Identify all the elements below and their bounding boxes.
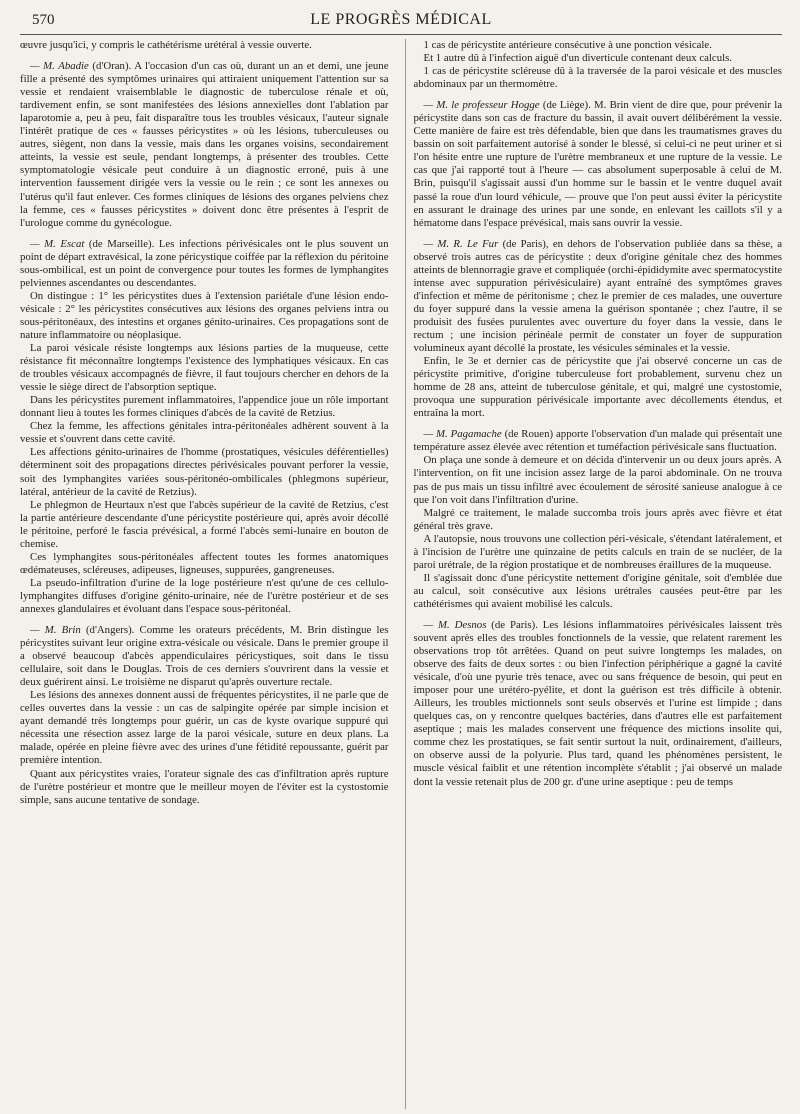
paragraph	[20, 499, 389, 551]
paragraph	[414, 619, 783, 789]
paragraph-text: La paroi vésicale résiste longtemps aux lésions parties de la muqueuse, cette résistance fit méconnaître longtemps l'existence des lymphatiques vésicaux. En cas de troubles vésicaux accompagnés de fièvre, il faut toujours chercher en dehors de la vessie le siège direct de l'absorption septique.	[20, 342, 389, 394]
page-number: 570	[32, 12, 55, 28]
paragraph	[414, 99, 783, 229]
paragraph-text: Ces lymphangites sous-péritonéales affectent toutes les formes anatomiques œdémateuses, scléreuses, adipeuses, ligneuses, suppurées, gangreneuses.	[20, 550, 389, 576]
speaker-name: — M. Abadie	[30, 60, 89, 73]
speaker-name: — M. Pagamache	[423, 428, 502, 441]
speaker-name: — M. le professeur Hogge	[423, 99, 540, 112]
paragraph	[414, 65, 783, 91]
page-header	[20, 6, 782, 35]
paragraph	[20, 577, 389, 616]
paragraph-text: A l'autopsie, nous trouvons une collection péri-vésicale, s'étendant latéralement, et à l'incision de l'urètre une quinzaine de petits calculs en train de se nucléer, de la paroi urétrale, de la région prostatique et de nombreuses éraillures de la muqueuse.	[413, 532, 782, 571]
paragraph	[414, 507, 783, 533]
paragraph	[20, 342, 389, 394]
paragraph-text: (d'Oran). A l'occasion d'un cas où, durant un an et demi, une jeune fille a présenté des symptômes urinaires qui attiraient uniquement l'attention sur sa vessie et rendaient vraisemblable le diagnostic de tuberculose rénale et où, tardivement enfin, se sont manifestées des lésions annexielles dont l'ablation par laparotomie a, peu à peu, fait disparaître tous les troubles vésicaux, l'auteur signale l'intérêt pratique de ces « fausses péricystites » où les lésions, tuberculeuses ou autres, siègent, non dans la vessie, mais dans les organes voisins, secondairement atteints, la vessie est seule, pendant longtemps, à présenter des troubles. Cette symptomatologie vésicale peut conduire à un diagnostic erroné, puis à une intervention faussement dirigée vers la vessie ou le rein ; ce sont les annexes ou l'utérus qu'il faut enlever. Ces formes cliniques de lésions des organes pelviens chez la femme, ces « fausses péricystites » doivent donc être présentes à l'esprit de l'urologue comme du gynécologue.	[20, 60, 389, 229]
paragraph-text: Enfin, le 3e et dernier cas de péricystite que j'ai observé concerne un cas de péricystite primitive, d'origine tuberculeuse fort probablement, survenu chez un homme de 28 ans, atteint de tuberculose génitale, et qui, malgré une cystostomie, provoqua une suppuration périvésicale importante avec décollements étendus, et entraîna la mort.	[413, 355, 782, 420]
paragraph-text: Le phlegmon de Heurtaux n'est que l'abcès supérieur de la cavité de Retzius, c'est la partie antérieure descendante d'une péricystite postérieure qui, après avoir décollé le péritoine, perforé le fascia prévésical, a formé l'abcès semi-lunaire en bouton de chemise.	[20, 498, 389, 550]
paragraph	[20, 689, 389, 767]
text-columns	[20, 39, 782, 1109]
paragraph-text: (de Paris). Les lésions inflammatoires périvésicales laissent très souvent après elles des troubles fonctionnels de la vessie, que relatent rarement les observations trop tôt arrêtées. Quand on peut suivre longtemps les malades, on observe des faits de deux sortes : ou bien l'infection périphérique a gagné la cavité vésicale, d'où une pyurie très tenace, avec ou sans fréquence de besoin, qui peut en imposer pour une urétéro-pyélite, et dont la guérison est très difficile à obtenir. Ailleurs, les troubles mictionnels sont seuls observés et l'urine est limpide ; dans quelques cas, on y rencontre quelques bactéries, dans d'autres elle est parfaitement aseptique ; mais les malades conservent une fréquence des mictions insolite qui, comme chez les prostatiques, se fait sentir surtout la nuit, ordinairement, d'ailleurs, on observe aussi de la polyurie. Plus tard, quand les phénomènes persistent, le muscle vésical faiblit et une rétention incomplète s'établit ; j'ai observé un malade dont la vessie retenait plus de 200 gr. d'une urine aseptique : peu de temps	[413, 618, 782, 788]
paragraph	[414, 355, 783, 420]
paragraph	[20, 238, 389, 290]
speaker-name: — M. Escat	[30, 237, 85, 250]
paragraph	[20, 290, 389, 342]
paragraph	[20, 768, 389, 807]
paragraph-text: Quant aux péricystites vraies, l'orateur signale des cas d'infiltration après rupture de l'urètre postérieur et montre que le meilleur moyen de l'éviter est la cystostomie simple, sans aucune tentative de sondage.	[20, 767, 389, 806]
paragraph-text: (de Rouen) apporte l'observation d'un malade qui présentait une température assez élevée avec rétention et tuméfaction périvésicale sans fluctuation.	[413, 428, 782, 454]
paragraph-text: Malgré ce traitement, le malade succomba trois jours après avec fièvre et état général très grave.	[413, 506, 782, 532]
paragraph-text: (de Marseille). Les infections périvésicales ont le plus souvent un point de départ extravésical, la zone péricystique coiffée par la réflexion du péritoine sous-ombilical, est un point de convergence pour toutes les formes de lymphangites pelviennes ascendantes ou descendantes.	[20, 237, 389, 289]
paragraph-text: 1 cas de péricystite antérieure consécutive à une ponction vésicale.	[423, 39, 712, 51]
left-column	[20, 39, 389, 1109]
paragraph-text: Chez la femme, les affections génitales intra-péritonéales adhèrent souvent à la vessie et s'ouvrent dans cette cavité.	[20, 420, 389, 446]
paragraph-text: 1 cas de péricystite scléreuse dû à la traversée de la paroi vésicale et des muscles abdominaux par un thermomètre.	[413, 65, 782, 91]
paragraph	[20, 446, 389, 498]
paragraph	[414, 454, 783, 506]
paragraph-text: Les lésions des annexes donnent aussi de fréquentes péricystites, il ne parle que de celles ouvertes dans la vessie : un cas de salpingite opérée par simple incision et ayant demandé très longtemps pour guérir, un cas de kyste ovarique suppuré qui nécessita une résection assez large de la paroi vésicale, suture en deux plans. La malade, opérée en pleine fièvre avec des urines d'une fétidité repoussante, guérit par première intention.	[20, 689, 389, 767]
paragraph	[20, 394, 389, 420]
paragraph	[20, 39, 389, 52]
right-column	[405, 39, 783, 1109]
running-title: LE PROGRÈS MÉDICAL	[310, 11, 492, 28]
paragraph-text: (de Liège). M. Brin vient de dire que, pour prévenir la péricystite dans son cas de fracture du bassin, il avait ouvert délibérément la vessie. Cette manière de faire est très défendable, bien que dans les traumatismes graves du bassin on soit parfaitement autorisé à sonder le blessé, si celui-ci ne peut uriner et si l'on hésite entre une rupture de l'urètre membraneux et une rupture de la vessie. Le cas que j'ai rapporté tout à l'heure — cas absolument superposable à celui de M. Brin, puisqu'il s'agissait aussi d'un homme sur le bassin et le ventre duquel avait passé la roue d'un lourd véhicule, — prouve que l'on peut aussi éviter la péricystite en assurant le drainage des urines par une sonde, en enlevant les caillots s'il y a hématome dans l'espace prévésical, mais sans ouvrir la vessie.	[413, 99, 782, 229]
paragraph-text: Et 1 autre dû à l'infection aiguë d'un diverticule contenant deux calculs.	[423, 52, 732, 65]
paragraph	[414, 572, 783, 611]
paragraph-text: La pseudo-infiltration d'urine de la loge postérieure n'est qu'une de ces cellulo-lymphangites diffuses d'origine génito-urinaire, née de l'urètre postérieur et de ses annexes glandulaires et évoluant dans l'espace sous-péritonéal.	[20, 576, 389, 615]
paragraph-text: (de Paris), en dehors de l'observation publiée dans sa thèse, a observé trois autres cas de péricystite : deux d'origine génitale chez des hommes atteints de blennorragie grave et compliquée (orchi-épididymite avec spermatocystite intense avec suppuration périvésiculaire) ayant entraîné des symptômes graves d'infection et même de péritonisme ; chez le premier de ces malades, une ouverture du foyer suppuré dans la vessie amena la guérison spontanée ; chez l'autre, il se produisit des fusées purulentes avec ouverture du foyer dans la vessie, dans le rectum ; une incision périnéale permit de constater un foyer de suppuration volumineux ayant décollé la prostate, les vésicules séminales et la vessie.	[413, 237, 782, 355]
paragraph-text: Il s'agissait donc d'une péricystite nettement d'origine génitale, soit d'emblée due au calcul, soit consécutive aux lésions urétrales causées peut-être par les cathétérismes qui avaient mobilisé les calculs.	[413, 571, 782, 610]
paragraph	[20, 551, 389, 577]
paragraph	[414, 533, 783, 572]
paragraph	[20, 60, 389, 230]
paragraph-text: œuvre jusqu'ici, y compris le cathétérisme urétéral à vessie ouverte.	[20, 39, 312, 51]
speaker-name: — M. R. Le Fur	[423, 237, 499, 250]
paragraph	[414, 238, 783, 355]
paragraph-text: On distingue : 1° les péricystites dues à l'extension pariétale d'une lésion endo-vésicale : 2° les péricystites consécutives aux lésions des organes pelviens intra ou sous-péritonéaux, des intestins et organes génito-urinaires. Ces propagations sont de nature inflammatoire ou néoplasique.	[20, 289, 389, 341]
paragraph-text: (d'Angers). Comme les orateurs précédents, M. Brin distingue les péricystites suivant leur origine extra-vésicale ou vésicale. Dans le premier groupe il a observé beaucoup d'abcès appendiculaires péricystiques, soit dans le tissu cellulaire, soit dans le Douglas. Trois de ces derniers s'ouvrirent dans la vessie et deux guérirent ainsi. Le troisième ne disparut qu'après ouverture rectale.	[20, 624, 389, 689]
paragraph-text: Les affections génito-urinaires de l'homme (prostatiques, vésicules déférentielles) déterminent soit des propagations directes périvésicales pouvant perforer la vessie, soit des lymphangites variées sous-péritonéo-ombilicales (phlegmons supérieur, latéral, antérieur de la cavité de Retzius).	[20, 446, 389, 498]
paragraph	[414, 428, 783, 454]
speaker-name: — M. Brin	[30, 624, 81, 637]
paragraph	[20, 624, 389, 689]
paragraph-text: Dans les péricystites purement inflammatoires, l'appendice joue un rôle important donnant lieu à toutes les formes cliniques d'abcès de la cavité de Retzius.	[20, 394, 389, 420]
paragraph-text: On plaça une sonde à demeure et on décida d'intervenir un ou deux jours après. A l'intervention, on fit une incision assez large de la paroi abdominale. On ne trouva pas de pus mais un tissu infiltré avec écoulement de sérosité sanieuse analogue à ce que l'on voit dans l'infiltration d'urine.	[413, 454, 782, 506]
paragraph	[20, 420, 389, 446]
paragraph	[414, 52, 783, 65]
paragraph	[414, 39, 783, 52]
speaker-name: — M. Desnos	[423, 618, 487, 631]
